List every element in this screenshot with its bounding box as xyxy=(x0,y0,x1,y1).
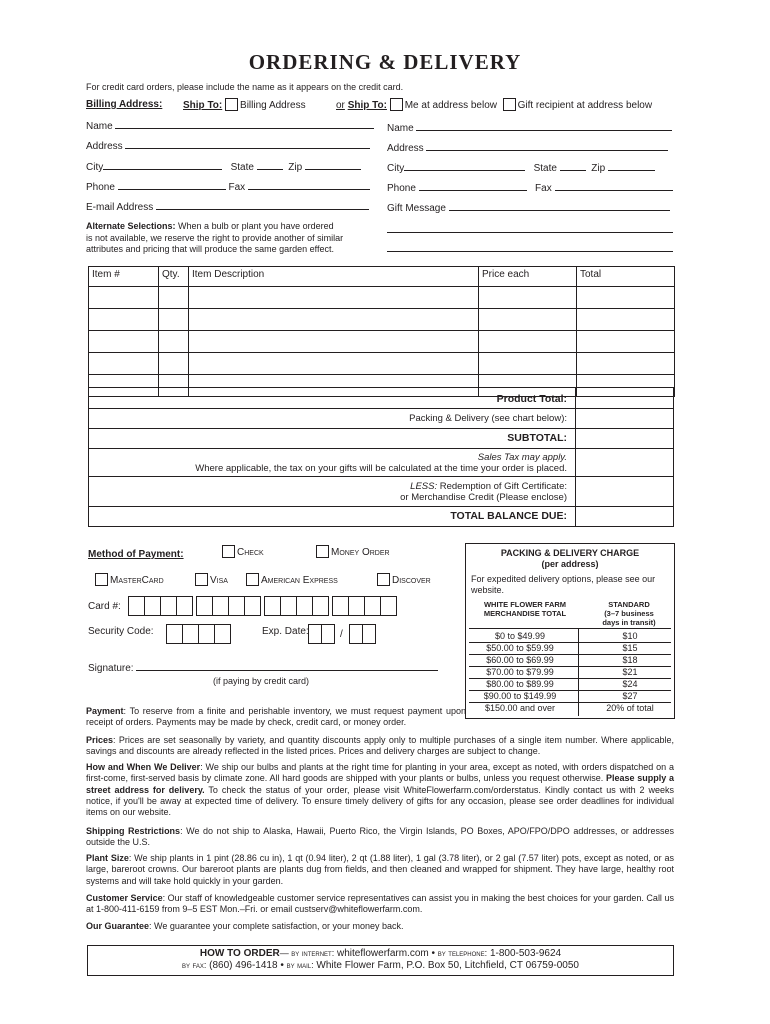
rate-value: $18 xyxy=(622,655,638,665)
chart-col2-header: STANDARD (3–7 business days in transit) xyxy=(602,600,656,627)
ship-address-field[interactable]: Address xyxy=(387,141,668,154)
how-to-order-box: HOW TO ORDER— by internet: whiteflowerfarm.com • by telephone: 1-800-503-9624 by fax: (860) 496-1418 • by mail: White Flower Farm, P.O. Box 50, Litchfield, CT 06759-0050 xyxy=(87,945,674,976)
items-table xyxy=(88,266,675,397)
shipto-options: or Ship To: Me at address below Gift recipient at address below xyxy=(336,100,653,111)
col-item-number: Item # xyxy=(89,267,159,287)
rate-range: $0 to $49.99 xyxy=(494,631,546,641)
signature-note: (if paying by credit card) xyxy=(213,676,310,686)
customer-service: Customer Service: Our staff of knowledgeable customer service representatives can assist you in making the best choices for your garden. Call us at 1-800-411-6159 from 9–5 EST Mon.–Fri. or email custserv@whiteflowerfarm.com. xyxy=(86,893,674,915)
col-price: Price each xyxy=(479,267,577,287)
sales-tax-row: Sales Tax may apply. Where applicable, the tax on your gifts will be calculated at the time your order is placed. xyxy=(88,449,674,477)
payment-heading: Method of Payment: xyxy=(88,549,184,560)
chart-col1-header: WHITE FLOWER FARM MERCHANDISE TOTAL xyxy=(483,600,567,618)
pay-discover[interactable]: Discover xyxy=(377,573,431,586)
less-credit-value[interactable] xyxy=(575,477,673,506)
subtotal-row: SUBTOTAL: xyxy=(88,429,674,449)
billing-name-field[interactable]: Name xyxy=(86,119,376,132)
shipto-gift-checkbox[interactable] xyxy=(503,98,516,111)
pay-amex[interactable]: American Express xyxy=(246,573,338,586)
card-number-label: Card #: xyxy=(88,601,121,612)
shipto-me-checkbox[interactable] xyxy=(390,98,403,111)
packing-row: Packing & Delivery (see chart below): xyxy=(88,409,674,429)
guarantee: Our Guarantee: We guarantee your complete satisfaction, or your money back. xyxy=(86,921,404,931)
shipping-restrictions: Shipping Restrictions: We do not ship to Alaska, Hawaii, Puerto Rico, the Virgin Islands, PO Boxes, APO/FPO/DPO addresses, or addresses outside the U.S. xyxy=(86,826,675,848)
ship-name-field[interactable]: Name xyxy=(387,121,672,134)
rate-range: $70.00 to $79.99 xyxy=(486,667,554,677)
product-total-value[interactable] xyxy=(575,388,673,408)
prices-policy: Prices: Prices are set seasonally by variety, and quantity discounts apply only to multiple purchases of a single item number. Where applicable, savings and discounts are already reflected in the listed prices. Prices and delivery charges are subject to change. xyxy=(86,735,674,757)
billing-phone-field[interactable]: Phone Fax xyxy=(86,180,376,193)
total-balance-row: TOTAL BALANCE DUE: xyxy=(88,507,674,527)
security-code-boxes[interactable] xyxy=(166,624,230,644)
table-header-row xyxy=(89,267,675,287)
rate-range: $150.00 and over xyxy=(484,703,556,713)
shipto-billing-checkbox[interactable] xyxy=(225,98,238,111)
billing-email-field[interactable]: E-mail Address xyxy=(86,200,376,213)
billing-heading: Billing Address: xyxy=(86,99,163,110)
rate-value: $21 xyxy=(622,667,638,677)
rate-value: 20% of total xyxy=(606,703,654,713)
col-description: Item Description xyxy=(189,267,479,287)
ship-phone-field[interactable]: Phone Fax xyxy=(387,181,673,194)
table-row[interactable] xyxy=(89,353,675,375)
table-row[interactable] xyxy=(89,309,675,331)
sales-tax-value[interactable] xyxy=(575,449,673,476)
delivery-policy: How and When We Deliver: We ship our bulbs and plants at the right time for planting in your area, except as noted, with orders dispatched on a first-come, first-served basis by climate zone. All hard goods are shipped with your plants or bulbs, unless you request otherwise. Please supply a street address for delivery. To check the status of your order, please visit WhiteFlowerfarm.com/orderstatus. Kindly contact us with 2 weeks notice, if you'll be away at expected time of delivery. To ensure timely delivery of gifts for any occasion, please see order deadlines for individual items on our website. xyxy=(86,762,675,818)
billing-city-field[interactable]: City State Zip xyxy=(86,160,376,173)
col-qty: Qty. xyxy=(159,267,189,287)
pay-visa[interactable]: Visa xyxy=(195,573,228,586)
rate-value: $10 xyxy=(622,631,638,641)
ship-city-field[interactable]: City State Zip xyxy=(387,161,655,174)
signature-field[interactable]: Signature: xyxy=(88,661,438,674)
intro-text: For credit card orders, please include the name as it appears on the credit card. xyxy=(86,82,404,92)
table-row[interactable] xyxy=(89,287,675,309)
subtotal-value[interactable] xyxy=(575,429,673,448)
card-number-boxes[interactable] xyxy=(128,596,396,616)
pay-money-order[interactable]: Money Order xyxy=(316,545,390,558)
total-balance-value[interactable] xyxy=(575,507,673,526)
exp-date-label: Exp. Date: xyxy=(262,626,309,637)
rate-value: $27 xyxy=(622,691,638,701)
rate-range: $50.00 to $59.99 xyxy=(486,643,554,653)
plant-size-policy: Plant Size: We ship plants in 1 pint (28.86 cu in), 1 qt (0.94 liter), 2 qt (1.88 liter), 1 gal (3.78 liter), or 2 gal (7.57 liter) pots, except as noted, or as large, bareroot crowns. Our bareroot plants are plants dug from fields, and then cleaned and wrapped for shipment. They have large, healthy root systems and will take hold quickly in your garden. xyxy=(86,853,674,886)
page-title: ORDERING & DELIVERY xyxy=(248,50,522,74)
rate-range: $90.00 to $149.99 xyxy=(483,691,557,701)
pay-mastercard[interactable]: MasterCard xyxy=(95,573,164,586)
rate-value: $15 xyxy=(622,643,638,653)
exp-date-boxes[interactable]: / xyxy=(308,624,375,644)
col-total: Total xyxy=(577,267,675,287)
chart-note: For expedited delivery options, please see our website. xyxy=(471,574,656,595)
packing-value[interactable] xyxy=(575,409,673,428)
shipto-billing: Ship To: Billing Address xyxy=(183,100,306,111)
payment-policy: Payment: To reserve from a finite and perishable inventory, we must request payment upon receipt of orders. Payments may be made by check, credit card, or money order. xyxy=(86,706,466,728)
delivery-charge-chart xyxy=(465,543,675,719)
billing-address-field[interactable]: Address xyxy=(86,139,376,152)
gift-message-line-3[interactable] xyxy=(387,251,673,252)
rate-value: $24 xyxy=(622,679,638,689)
gift-message-line-2[interactable] xyxy=(387,232,673,233)
alternate-selections: Alternate Selections: When a bulb or plant you have ordered is not available, we reserve the right to provide another of similar attributes and pricing that will produce the same garden effect. xyxy=(86,221,344,254)
product-total-row: Product Total: xyxy=(88,387,674,409)
less-credit-row: LESS: Redemption of Gift Certificate: or Merchandise Credit (Please enclose) xyxy=(88,477,674,507)
pay-check[interactable]: Check xyxy=(222,545,264,558)
rate-range: $60.00 to $69.99 xyxy=(486,655,554,665)
table-row[interactable] xyxy=(89,331,675,353)
rate-range: $80.00 to $89.99 xyxy=(486,679,554,689)
gift-message-field[interactable]: Gift Message xyxy=(387,201,670,214)
chart-title: PACKING & DELIVERY CHARGE (per address) xyxy=(500,548,640,569)
security-code-label: Security Code: xyxy=(88,626,154,637)
